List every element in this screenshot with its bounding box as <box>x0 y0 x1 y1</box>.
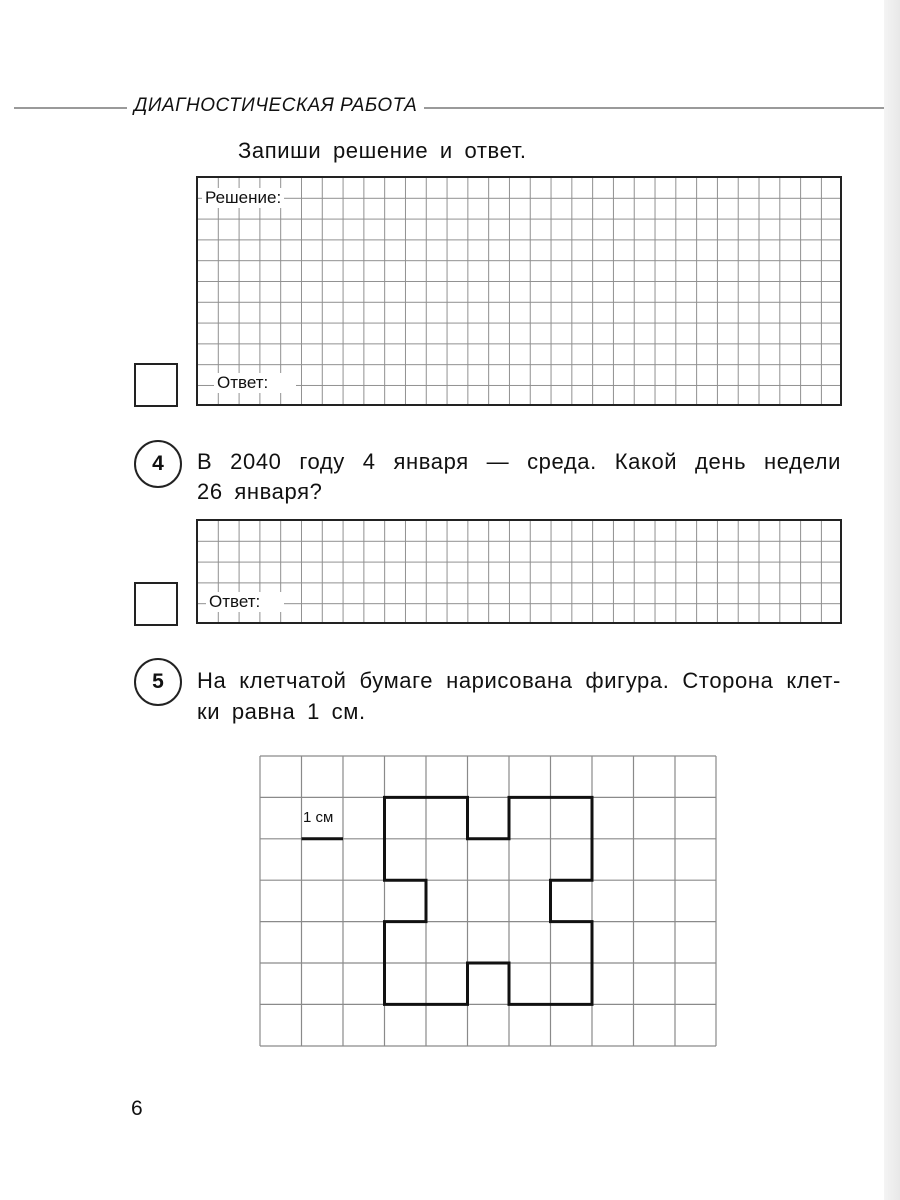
shape-outline <box>385 797 593 1004</box>
page-header-title: ДИАГНОСТИЧЕСКАЯ РАБОТА <box>134 95 418 116</box>
task4-answer-label: Ответ: <box>206 592 284 612</box>
task3-score-box[interactable] <box>134 363 178 407</box>
solution-label: Решение: <box>202 188 284 208</box>
task5-question-line1: На клетчатой бумаге нарисована фигура. Сторона клет- <box>197 668 841 693</box>
task3-answer-label: Ответ: <box>214 373 296 393</box>
page-edge-shadow <box>884 0 900 1200</box>
header-rule-right <box>424 107 884 109</box>
task4-answer-grid[interactable] <box>196 519 842 624</box>
task-number-badge: 5 <box>134 658 182 706</box>
task4-question-line2: 26 января? <box>197 479 323 504</box>
task3-instruction: Запиши решение и ответ. <box>238 138 527 163</box>
task4-score-box[interactable] <box>134 582 178 626</box>
header-rule-left <box>14 107 127 109</box>
task4-question-line1: В 2040 году 4 января — среда. Какой день недели <box>197 449 841 474</box>
task5-question-line2: ки равна 1 см. <box>197 699 366 724</box>
task-number-badge: 4 <box>134 440 182 488</box>
figure-grid <box>250 748 725 1054</box>
task3-solution-grid[interactable] <box>196 176 842 406</box>
unit-label: 1 см <box>303 809 334 826</box>
page-number: 6 <box>131 1097 143 1120</box>
